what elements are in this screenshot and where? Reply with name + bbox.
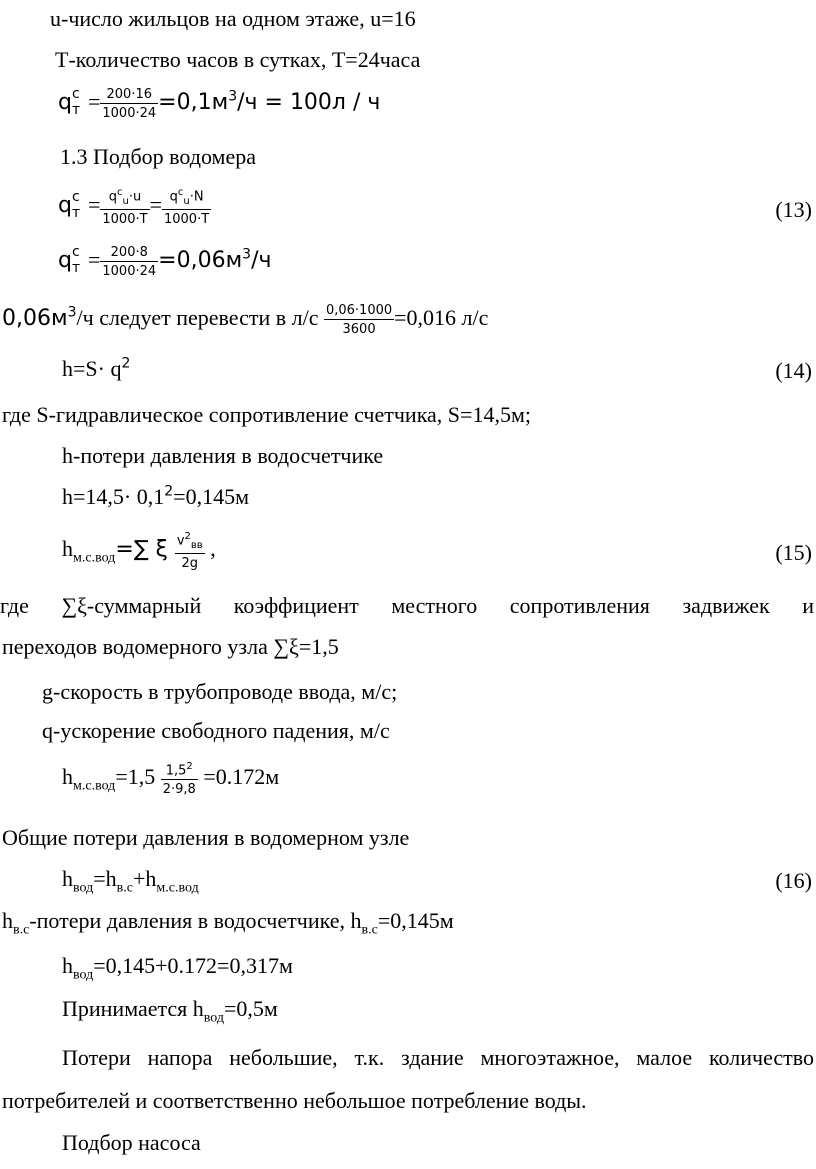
subscript: т [71,260,81,276]
power: 3 [228,88,238,105]
numerator: $1,5^2$ [161,762,198,780]
denominator: 1000·24 [102,106,157,121]
formula-h-vod: $h_{вод}=0,145+0.172=0,317м$ [62,953,293,983]
formula-qt-2 [58,246,272,278]
value: 0,06м [2,306,68,332]
fraction [175,532,205,570]
symbol: h [62,764,73,790]
denominator: 2·9,8 [162,782,196,798]
subscript: т [71,204,81,221]
formula-h-msvod: $h_{м.с.вод}=1,5$ $\frac{1,5^2}{2\cdot 9,8}$ =0.172м [62,761,280,798]
equals: =1,5 [115,764,161,790]
superscript: с [71,188,80,205]
numerator: $v^2_{вв}$ [175,532,205,554]
subscript: м.с.вод [73,550,116,566]
fraction [162,188,211,226]
fraction [100,188,149,226]
text-line: переходов водомерного узла ∑ξ=1,5 [2,634,339,659]
text-line: Общие потери давления в водомерном узле [2,825,410,850]
text-line: где ∑ξ-суммарный коэффициент местного сопротивления задвижек и [0,593,814,618]
result: =0,016 л/с [394,305,489,331]
text-line: Потери напора небольшие, т.к. здание многоэтажное, малое количество [62,1045,814,1070]
text-line: q-ускорение свободного падения, м/с [42,718,390,743]
formula-16: $h_{вод}=h_{в.с}+h_{м.с.вод}$ [62,866,199,896]
result-tail: /ч = 100л / ч [237,90,381,116]
symbol: h [62,536,73,562]
power: 2 [121,355,131,372]
text-line: u-число жильцов на одном этаже, u=16 [50,6,416,31]
power: 3 [242,246,252,263]
symbol: q [58,248,72,274]
numerator: 0,06·1000 [325,303,393,318]
equals: = [87,89,101,115]
text-line: Принимается $h_{вод}=0,5м$ [62,996,278,1026]
conversion-line [2,304,488,336]
fraction [324,304,394,336]
section-heading: 1.3 Подбор водомера [60,144,256,169]
numerator: 200·8 [100,246,158,262]
equation-number: (14) [775,358,812,383]
equation-number: (13) [775,197,812,222]
text-line: Подбор насоса [62,1130,201,1155]
text-line: Т-количество часов в сутках, Т=24часа [55,47,421,72]
fraction [100,88,158,120]
formula-13 [58,188,211,226]
text-line: $h_{в.с}$-потери давления в водосчетчике, $h_{в.с}=0,145м$ [2,908,454,938]
fraction [100,246,158,278]
subscript: т [71,102,81,118]
subscript: м.с.вод [73,778,116,794]
superscript: с [71,244,80,260]
equals: =∑ ξ [115,537,175,563]
text-line: h-потери давления в водосчетчике [62,443,384,468]
numerator: $q^с_u\cdot u$ [100,188,149,210]
numerator: 200·16 [100,88,158,104]
numerator: $q^с_u\cdot N$ [162,188,211,210]
superscript: с [71,86,80,102]
text-line: потребителей и соответственно небольшое потребление воды. [2,1088,587,1113]
equals: = [87,247,101,273]
symbol: q [58,90,72,116]
text: /ч следует перевести в л/с [76,305,319,331]
denominator: 1000·Т [102,211,148,227]
power: 3 [67,304,77,321]
equals: = [87,192,101,218]
denominator: 1000·24 [102,264,157,279]
formula-h: $h=14,5\cdot 0,1^2=0,145м$ [62,483,249,509]
equals: = [149,192,162,218]
denominator: 1000·Т [163,211,210,227]
symbol: q [58,193,72,219]
formula-14: $h=S\cdot q^2$ [62,355,131,381]
result: =0,06м [158,248,243,274]
formula-qt-1 [58,88,380,120]
equation-number: (15) [775,540,812,565]
text-line: где S-гидравлическое сопротивление счетчика, S=14,5м; [2,402,531,427]
denominator: 2g [181,555,199,571]
power: 2 [164,483,174,500]
fraction [161,762,198,796]
result-tail: /ч [251,248,272,274]
equation-number: (16) [775,868,812,893]
result: =0,1м [158,90,229,116]
formula-15: $h_{м.с.вод}=\sum$ ξ $\frac{v^2_{вв}}{2g}$ , [62,531,216,571]
text-line: g-скорость в трубопроводе ввода, м/с; [42,679,398,704]
denominator: 3600 [342,322,376,337]
